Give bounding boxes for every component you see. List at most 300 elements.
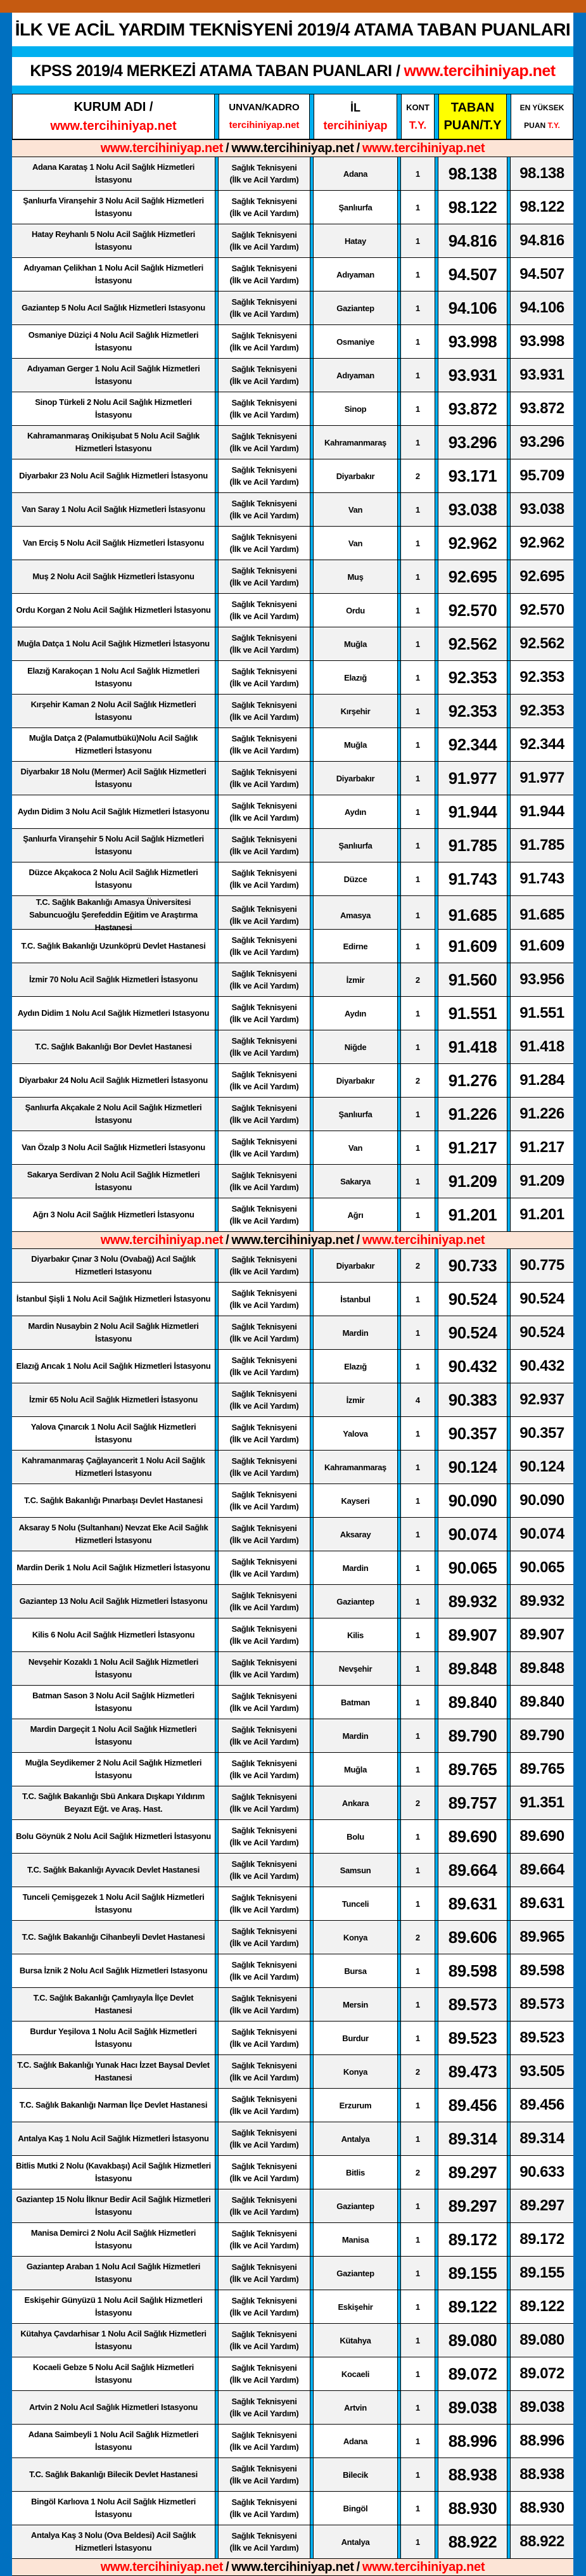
table-row	[12, 1383, 573, 1417]
taban-puan-cell: 91.743	[448, 869, 497, 888]
taban-puan-cell: 93.872	[448, 399, 497, 418]
taban-puan-cell: 91.785	[448, 835, 497, 855]
en-yuksek-puan-cell: 88.996	[519, 2432, 564, 2449]
taban-puan-cell: 89.072	[448, 2364, 497, 2383]
unvan-line1: Sağlık Teknisyeni	[231, 1826, 297, 1835]
en-yuksek-puan-cell: 91.551	[519, 1004, 564, 1022]
table-row	[12, 1131, 573, 1165]
unvan-cell	[219, 1551, 310, 1584]
kurum-adi-cell: T.C. Sağlık Bakanlığı Uzunköprü Devlet Hastanesi	[21, 941, 206, 951]
unvan-line2: (İlk ve Acil Yardım)	[229, 1972, 299, 1982]
unvan-line2: (İlk ve Acil Yardım)	[229, 2106, 299, 2116]
header-label: İL	[350, 101, 360, 114]
table-row	[12, 795, 573, 829]
taban-puan-cell: 90.124	[448, 1457, 497, 1477]
unvan-line1: Sağlık Teknisyeni	[231, 868, 297, 878]
banner-separator: /	[226, 1233, 229, 1247]
taban-puan-cell: 91.217	[448, 1137, 497, 1157]
en-yuksek-puan-cell: 89.932	[519, 1592, 564, 1610]
table-row	[12, 1064, 573, 1098]
taban-puan-cell: 91.276	[448, 1070, 497, 1090]
kontenjan-cell: 1	[415, 370, 421, 380]
table-row	[12, 1786, 573, 1820]
il-cell: Niğde	[344, 1042, 367, 1052]
taban-puan-cell: 90.065	[448, 1558, 497, 1577]
header-sublabel-text: PUAN	[524, 121, 548, 130]
unvan-line1: Sağlık Teknisyeni	[231, 432, 297, 441]
unvan-line2: (İlk ve Acil Yardım)	[229, 1368, 299, 1377]
en-yuksek-puan-cell: 90.524	[519, 1290, 564, 1307]
kontenjan-cell: 1	[415, 437, 421, 447]
unvan-cell	[219, 1350, 310, 1383]
en-yuksek-puan-cell: 92.937	[519, 1391, 564, 1408]
en-yuksek-puan-cell: 91.351	[519, 1794, 564, 1811]
unvan-line2: (İlk ve Acil Yardım)	[229, 981, 299, 990]
table-row	[12, 1316, 573, 1350]
unvan-line1: Sağlık Teknisyeni	[231, 1960, 297, 1970]
header-label: EN YÜKSEK	[519, 103, 564, 112]
en-yuksek-puan-cell: 90.357	[519, 1425, 564, 1442]
banner-link-left[interactable]: www.tercihiniyap.net	[100, 141, 224, 155]
kontenjan-cell: 1	[415, 1428, 421, 1439]
unvan-line2: (İlk ve Acil Yardım)	[229, 813, 299, 823]
il-cell: Kilis	[347, 1630, 364, 1640]
kurum-adi-cell: İzmir 70 Nolu Acil Sağlık Hizmetleri İstasyonu	[29, 975, 198, 984]
il-cell: Mardin	[342, 1328, 369, 1338]
table-row	[12, 1098, 573, 1131]
kontenjan-cell: 2	[415, 1798, 421, 1808]
taban-puan-cell: 92.353	[448, 701, 497, 721]
unvan-cell	[219, 1618, 310, 1651]
unvan-line1: Sağlık Teknisyeni	[231, 163, 297, 172]
unvan-line1: Sağlık Teknisyeni	[231, 364, 297, 374]
kontenjan-cell: 1	[415, 2436, 421, 2446]
banner-separator: /	[356, 2560, 360, 2574]
en-yuksek-puan-cell: 89.664	[519, 1861, 564, 1878]
table-row	[12, 325, 573, 359]
en-yuksek-puan-cell: 91.217	[519, 1139, 564, 1156]
kontenjan-cell: 1	[415, 2033, 421, 2043]
header-link: www.tercihiniyap.net	[50, 119, 177, 133]
unvan-line2: (İlk ve Acil Yardım)	[229, 2409, 299, 2418]
unvan-line2: (İlk ve Acil Yardım)	[229, 1871, 299, 1881]
unvan-cell	[219, 1316, 310, 1349]
divider-band	[12, 46, 573, 57]
en-yuksek-puan-cell: 90.074	[519, 1525, 564, 1542]
kontenjan-cell: 2	[415, 1260, 421, 1271]
table-row	[12, 224, 573, 258]
kurum-adi-cell: Bolu Göynük 2 Nolu Acil Sağlık Hizmetleri İstasyonu	[16, 1831, 211, 1841]
unvan-cell	[219, 459, 310, 492]
unvan-line1: Sağlık Teknisyeni	[231, 1658, 297, 1667]
kontenjan-cell: 1	[415, 303, 421, 313]
unvan-line2: (İlk ve Acil Yardım)	[229, 779, 299, 789]
unvan-line2: (İlk ve Acil Yardım)	[229, 2375, 299, 2385]
en-yuksek-puan-cell: 91.944	[519, 803, 564, 820]
kontenjan-cell: 1	[415, 2201, 421, 2211]
unvan-line2: (İlk ve Acil Yardım)	[229, 1216, 299, 1226]
il-cell: Muş	[347, 572, 364, 582]
unvan-line2: (İlk ve Acil Yardım)	[229, 2342, 299, 2351]
table-row	[12, 1887, 573, 1921]
subtitle-link[interactable]: www.tercihiniyap.net	[404, 62, 556, 80]
unvan-cell	[219, 1098, 310, 1131]
table-row	[12, 594, 573, 627]
kontenjan-cell: 2	[415, 1075, 421, 1086]
unvan-line1: Sağlık Teknisyeni	[231, 935, 297, 945]
en-yuksek-puan-cell: 88.930	[519, 2499, 564, 2516]
header-sublabel: PUAN/T.Y	[443, 119, 502, 132]
taban-puan-cell: 93.038	[448, 499, 497, 519]
il-cell: Burdur	[342, 2033, 369, 2043]
table-row	[12, 2189, 573, 2223]
il-cell: Kütahya	[340, 2335, 371, 2345]
en-yuksek-puan-cell: 89.573	[519, 1996, 564, 2013]
en-yuksek-puan-cell: 92.562	[519, 635, 564, 652]
taban-puan-cell: 88.922	[448, 2532, 497, 2551]
en-yuksek-puan-cell: 90.090	[519, 1492, 564, 1509]
il-cell: Muğla	[343, 639, 367, 649]
unvan-line1: Sağlık Teknisyeni	[231, 1926, 297, 1936]
kurum-adi-cell: Hatay Reyhanlı 5 Nolu Acil Sağlık Hizmetleri İstasyonu	[32, 229, 195, 252]
unvan-cell	[219, 1753, 310, 1786]
kontenjan-cell: 1	[415, 1764, 421, 1774]
kurum-adi-cell: Kilis 6 Nolu Acil Sağlık Hizmetleri İstasyonu	[32, 1630, 195, 1639]
table-row	[12, 459, 573, 493]
unvan-cell	[219, 1030, 310, 1063]
table-row	[12, 2324, 573, 2357]
unvan-line2: (İlk ve Acil Yardım)	[229, 2241, 299, 2250]
kontenjan-cell: 1	[415, 2134, 421, 2144]
table-row	[12, 1753, 573, 1786]
unvan-cell	[219, 1954, 310, 1987]
table-row	[12, 1988, 573, 2022]
banner-link-right[interactable]: www.tercihiniyap.net	[362, 2560, 485, 2574]
unvan-line1: Sağlık Teknisyeni	[231, 2531, 297, 2541]
unvan-cell	[219, 2257, 310, 2290]
kurum-adi-cell: Şanlıurfa Viranşehir 3 Nolu Acil Sağlık Hizmetleri İstasyonu	[23, 196, 204, 218]
en-yuksek-puan-cell: 89.072	[519, 2365, 564, 2382]
unvan-line2: (İlk ve Acil Yardım)	[229, 2442, 299, 2452]
unvan-line2: (İlk ve Acil Yardım)	[229, 2039, 299, 2049]
kontenjan-cell: 1	[415, 504, 421, 515]
il-cell: Bingöl	[343, 2503, 368, 2513]
unvan-cell	[219, 1484, 310, 1517]
kurum-adi-cell: T.C. Sağlık Bakanlığı Sbü Ankara Dışkapı Yıldırım Beyazıt Eğt. ve Araş. Hast.	[22, 1791, 205, 1814]
unvan-cell	[219, 224, 310, 257]
unvan-line1: Sağlık Teknisyeni	[231, 532, 297, 542]
en-yuksek-puan-cell: 90.124	[519, 1458, 564, 1475]
unvan-line1: Sağlık Teknisyeni	[231, 1725, 297, 1734]
taban-puan-cell: 91.977	[448, 768, 497, 788]
kontenjan-cell: 1	[415, 910, 421, 920]
kurum-adi-cell: T.C. Sağlık Bakanlığı Yunak Hacı İzzet Baysal Devlet Hastanesi	[17, 2060, 210, 2082]
unvan-line2: (İlk ve Acil Yardım)	[229, 1771, 299, 1780]
en-yuksek-puan-cell: 92.353	[519, 669, 564, 686]
kontenjan-cell: 2	[415, 2167, 421, 2177]
unvan-cell	[219, 627, 310, 660]
unvan-line1: Sağlık Teknisyeni	[231, 1003, 297, 1012]
kurum-adi-cell: T.C. Sağlık Bakanlığı Çamlıyayla İlçe Devlet Hastanesi	[33, 1993, 194, 2015]
unvan-line1: Sağlık Teknisyeni	[231, 1759, 297, 1768]
banner-separator: /	[226, 141, 229, 155]
kurum-adi-cell: Kahramanmaraş Çağlayancerit 1 Nolu Acil Sağlık Hizmetleri İstasyonu	[22, 1456, 205, 1478]
banner-link-middle[interactable]: www.tercihiniyap.net	[231, 1233, 354, 1247]
kurum-adi-cell: Adıyaman Çelikhan 1 Nolu Acil Sağlık Hizmetleri İstasyonu	[23, 263, 203, 285]
taban-puan-cell: 92.344	[448, 734, 497, 754]
unvan-line2: (İlk ve Acil Yardım)	[229, 1015, 299, 1024]
unvan-line1: Sağlık Teknisyeni	[231, 297, 297, 307]
unvan-line1: Sağlık Teknisyeni	[231, 633, 297, 643]
table-row	[12, 1198, 573, 1232]
unvan-line2: (İlk ve Acil Yardım)	[229, 947, 299, 957]
kurum-adi-cell: Yalova Çınarcık 1 Nolu Acil Sağlık Hizmetleri İstasyonu	[30, 1422, 196, 1444]
taban-puan-cell: 88.996	[448, 2431, 497, 2451]
kontenjan-cell: 1	[415, 1697, 421, 1707]
en-yuksek-puan-cell: 94.507	[519, 266, 564, 283]
unvan-cell	[219, 963, 310, 996]
kontenjan-cell: 1	[415, 1109, 421, 1119]
taban-puan-cell: 89.606	[448, 1927, 497, 1947]
en-yuksek-puan-cell: 90.524	[519, 1324, 564, 1341]
unvan-cell	[219, 2458, 310, 2491]
banner-link-left[interactable]: www.tercihiniyap.net	[100, 2560, 224, 2574]
taban-puan-cell: 90.524	[448, 1289, 497, 1309]
unvan-cell	[219, 1064, 310, 1097]
kurum-adi-cell: Kütahya Çavdarhisar 1 Nolu Acil Sağlık Hizmetleri İstasyonu	[20, 2329, 207, 2351]
unvan-cell	[219, 258, 310, 291]
il-cell: İstanbul	[340, 1294, 371, 1304]
unvan-line1: Sağlık Teknisyeni	[231, 1355, 297, 1365]
unvan-line1: Sağlık Teknisyeni	[231, 398, 297, 407]
unvan-line1: Sağlık Teknisyeni	[231, 1557, 297, 1567]
unvan-line2: (İlk ve Acil Yardım)	[229, 1670, 299, 1679]
unvan-line2: (İlk ve Acil Yardım)	[229, 847, 299, 856]
kurum-adi-cell: Antalya Kaş 3 Nolu (Ova Beldesi) Acil Sağlık Hizmetleri İstasyonu	[30, 2530, 196, 2553]
unvan-line1: Sağlık Teknisyeni	[231, 1322, 297, 1331]
results-block-2	[12, 1249, 573, 2559]
unvan-line1: Sağlık Teknisyeni	[231, 1591, 297, 1600]
unvan-cell	[219, 1249, 310, 1282]
en-yuksek-puan-cell: 93.038	[519, 501, 564, 518]
kurum-adi-cell: Kocaeli Gebze 5 Nolu Acil Sağlık Hizmetleri İstasyonu	[33, 2362, 194, 2385]
kurum-adi-cell: Ağrı 3 Nolu Acil Sağlık Hizmetleri İstasyonu	[32, 1210, 194, 1219]
il-cell: Erzurum	[339, 2100, 372, 2110]
taban-puan-cell: 93.171	[448, 466, 497, 485]
table-row	[12, 1618, 573, 1652]
unvan-cell	[219, 862, 310, 895]
unvan-cell	[219, 2022, 310, 2054]
unvan-cell	[219, 1518, 310, 1551]
kurum-adi-cell: Sinop Türkeli 2 Nolu Acil Sağlık Hizmetleri İstasyonu	[35, 397, 192, 420]
en-yuksek-puan-cell: 89.314	[519, 2130, 564, 2147]
kurum-adi-cell: Bingöl Karlıova 1 Nolu Acil Sağlık Hizmetleri İstasyonu	[31, 2497, 196, 2519]
en-yuksek-puan-cell: 89.965	[519, 1928, 564, 1945]
taban-puan-cell: 90.432	[448, 1356, 497, 1376]
header-link: tercihiniyap	[323, 119, 388, 132]
table-row	[12, 1820, 573, 1854]
unvan-line2: (İlk ve Acil Yardım)	[229, 2140, 299, 2150]
unvan-line2: (İlk ve Acil Yardım)	[229, 2543, 299, 2553]
table-row	[12, 1030, 573, 1064]
kurum-adi-cell: Gaziantep 13 Nolu Acil Sağlık Hizmetleri İstasyonu	[19, 1596, 208, 1606]
kontenjan-cell: 1	[415, 706, 421, 716]
unvan-line2: (İlk ve Acil Yardım)	[229, 2006, 299, 2015]
unvan-cell	[219, 594, 310, 627]
unvan-line1: Sağlık Teknisyeni	[231, 700, 297, 710]
table-row	[12, 661, 573, 695]
kurum-adi-cell: Gaziantep Araban 1 Nolu Acıl Sağlık Hizmetleri Istasyonu	[26, 2262, 201, 2284]
kurum-adi-cell: Nevşehir Kozaklı 1 Nolu Acil Sağlık Hizmetleri İstasyonu	[28, 1657, 199, 1679]
banner-link-left[interactable]: www.tercihiniyap.net	[100, 1233, 224, 1247]
taban-puan-cell: 90.524	[448, 1323, 497, 1342]
table-row	[12, 2290, 573, 2324]
unvan-line2: (İlk ve Acil Yardım)	[229, 1300, 299, 1310]
kontenjan-cell: 1	[415, 605, 421, 615]
unvan-cell	[219, 2525, 310, 2558]
unvan-line1: Sağlık Teknisyeni	[231, 1893, 297, 1902]
kontenjan-cell: 1	[415, 1294, 421, 1304]
taban-puan-cell: 92.562	[448, 634, 497, 653]
banner-link-middle[interactable]: www.tercihiniyap.net	[231, 141, 354, 155]
unvan-line2: (İlk ve Acil Yardım)	[229, 2509, 299, 2519]
il-cell: Kayseri	[341, 1496, 370, 1506]
banner-link-right[interactable]: www.tercihiniyap.net	[362, 1233, 485, 1247]
taban-puan-cell: 94.816	[448, 231, 497, 250]
header-label: KURUM ADI /	[73, 100, 153, 114]
unvan-line2: (İlk ve Acil Yardım)	[229, 746, 299, 755]
en-yuksek-puan-cell: 93.931	[519, 366, 564, 383]
table-row	[12, 1954, 573, 1988]
taban-puan-cell: 94.106	[448, 298, 497, 317]
kontenjan-cell: 1	[415, 1008, 421, 1018]
taban-puan-cell: 91.685	[448, 905, 497, 925]
table-row	[12, 627, 573, 661]
unvan-cell	[219, 2391, 310, 2424]
il-cell: Sakarya	[340, 1176, 371, 1186]
table-row	[12, 2492, 573, 2525]
table-row	[12, 258, 573, 292]
en-yuksek-puan-cell: 89.038	[519, 2399, 564, 2416]
en-yuksek-puan-cell: 90.432	[519, 1357, 564, 1375]
taban-puan-cell: 90.383	[448, 1390, 497, 1409]
kurum-adi-cell: Bursa İznik 2 Nolu Acıl Sağlık Hizmetleri Istasyonu	[19, 1966, 208, 1975]
unvan-line2: (İlk ve Acil Yardım)	[229, 916, 299, 926]
en-yuksek-puan-cell: 91.977	[519, 769, 564, 786]
table-row	[12, 2525, 573, 2559]
taban-puan-cell: 89.297	[448, 2196, 497, 2215]
kontenjan-cell: 1	[415, 2537, 421, 2547]
taban-puan-cell: 91.418	[448, 1037, 497, 1056]
kontenjan-cell: 1	[415, 2268, 421, 2278]
taban-puan-cell: 88.930	[448, 2498, 497, 2518]
kurum-adi-cell: Artvin 2 Nolu Acıl Sağlık Hizmetleri Istasyonu	[29, 2402, 198, 2412]
kurum-adi-cell: Kırşehir Kaman 2 Nolu Acil Sağlık Hizmetleri İstasyonu	[30, 700, 196, 722]
en-yuksek-puan-cell: 93.505	[519, 2063, 564, 2080]
unvan-line1: Sağlık Teknisyeni	[231, 835, 297, 844]
unvan-line1: Sağlık Teknisyeni	[231, 2497, 297, 2507]
en-yuksek-puan-cell: 94.106	[519, 299, 564, 316]
kontenjan-cell: 1	[415, 1731, 421, 1741]
en-yuksek-puan-cell: 88.922	[519, 2533, 564, 2550]
unvan-cell	[219, 157, 310, 190]
il-cell: Bursa	[344, 1966, 367, 1976]
unvan-cell	[219, 1652, 310, 1685]
kurum-adi-cell: Van Özalp 3 Nolu Acil Sağlık Hizmetleri İstasyonu	[22, 1143, 205, 1152]
en-yuksek-puan-cell: 92.695	[519, 568, 564, 585]
il-cell: Bitlis	[346, 2167, 365, 2177]
taban-puan-cell: 92.353	[448, 667, 497, 687]
taban-puan-cell: 91.226	[448, 1104, 497, 1124]
en-yuksek-puan-cell: 93.998	[519, 333, 564, 350]
unvan-line2: (İlk ve Acil Yardım)	[229, 376, 299, 386]
taban-puan-cell: 98.122	[448, 197, 497, 217]
unvan-cell	[219, 2223, 310, 2256]
unvan-line1: Sağlık Teknisyeni	[231, 2128, 297, 2137]
en-yuksek-puan-cell: 91.609	[519, 937, 564, 954]
taban-puan-cell: 89.664	[448, 1860, 497, 1880]
unvan-line1: Sağlık Teknisyeni	[231, 801, 297, 811]
kontenjan-cell: 1	[415, 2369, 421, 2379]
unvan-line1: Sağlık Teknisyeni	[231, 1288, 297, 1298]
banner-link-middle[interactable]: www.tercihiniyap.net	[231, 2560, 354, 2574]
kontenjan-cell: 1	[415, 941, 421, 951]
kontenjan-cell: 1	[415, 1563, 421, 1573]
unvan-line1: Sağlık Teknisyeni	[231, 2397, 297, 2406]
table-row	[12, 1585, 573, 1618]
il-cell: Ağrı	[347, 1210, 364, 1220]
unvan-line1: Sağlık Teknisyeni	[231, 2363, 297, 2373]
kontenjan-cell: 1	[415, 1596, 421, 1606]
kontenjan-cell: 1	[415, 1865, 421, 1875]
il-cell: Antalya	[341, 2134, 370, 2144]
page-subtitle	[12, 57, 573, 86]
kurum-adi-cell: Aydın Didim 1 Nolu Acıl Sağlık Hizmetleri Istasyonu	[17, 1008, 210, 1018]
il-cell: Adıyaman	[336, 370, 374, 380]
taban-puan-cell: 94.507	[448, 264, 497, 284]
en-yuksek-puan-cell: 89.172	[519, 2231, 564, 2248]
kurum-adi-cell: Adana Saimbeyli 1 Nolu Acil Sağlık Hizmetleri İstasyonu	[28, 2430, 199, 2452]
il-cell: Aydın	[344, 807, 367, 817]
kurum-adi-cell: Muğla Datça 1 Nolu Acil Sağlık Hizmetleri İstasyonu	[17, 639, 210, 648]
unvan-line2: (İlk ve Acil Yardım)	[229, 511, 299, 520]
kontenjan-cell: 1	[415, 2100, 421, 2110]
il-cell: Samsun	[340, 1865, 371, 1875]
banner-link-right[interactable]: www.tercihiniyap.net	[362, 141, 485, 155]
kontenjan-cell: 1	[415, 773, 421, 783]
unvan-line2: (İlk ve Acil Yardım)	[229, 242, 299, 252]
il-cell: Diyarbakır	[336, 471, 375, 481]
il-cell: İzmir	[346, 975, 365, 985]
en-yuksek-puan-cell: 88.938	[519, 2466, 564, 2483]
il-cell: Van	[348, 538, 363, 548]
en-yuksek-puan-cell: 89.456	[519, 2096, 564, 2113]
il-cell: Elazığ	[344, 672, 367, 682]
header-sublabel: T.Y.	[409, 119, 427, 131]
kurum-adi-cell: Kahramanmaraş Onikişubat 5 Nolu Acil Sağlık Hizmetleri İstasyonu	[27, 431, 200, 453]
kontenjan-cell: 2	[415, 975, 421, 985]
divider-band	[12, 86, 573, 94]
table-row	[12, 1165, 573, 1198]
unvan-cell	[219, 292, 310, 324]
table-row	[12, 1719, 573, 1753]
table-row	[12, 1551, 573, 1585]
unvan-line2: (İlk ve Acil Yardım)	[229, 444, 299, 453]
unvan-line2: (İlk ve Acil Yardım)	[229, 1435, 299, 1444]
kurum-adi-cell: Burdur Yeşilova 1 Nolu Acil Sağlık Hizmetleri İstasyonu	[30, 2027, 197, 2049]
unvan-line1: Sağlık Teknisyeni	[231, 499, 297, 508]
en-yuksek-puan-cell: 89.080	[519, 2331, 564, 2349]
